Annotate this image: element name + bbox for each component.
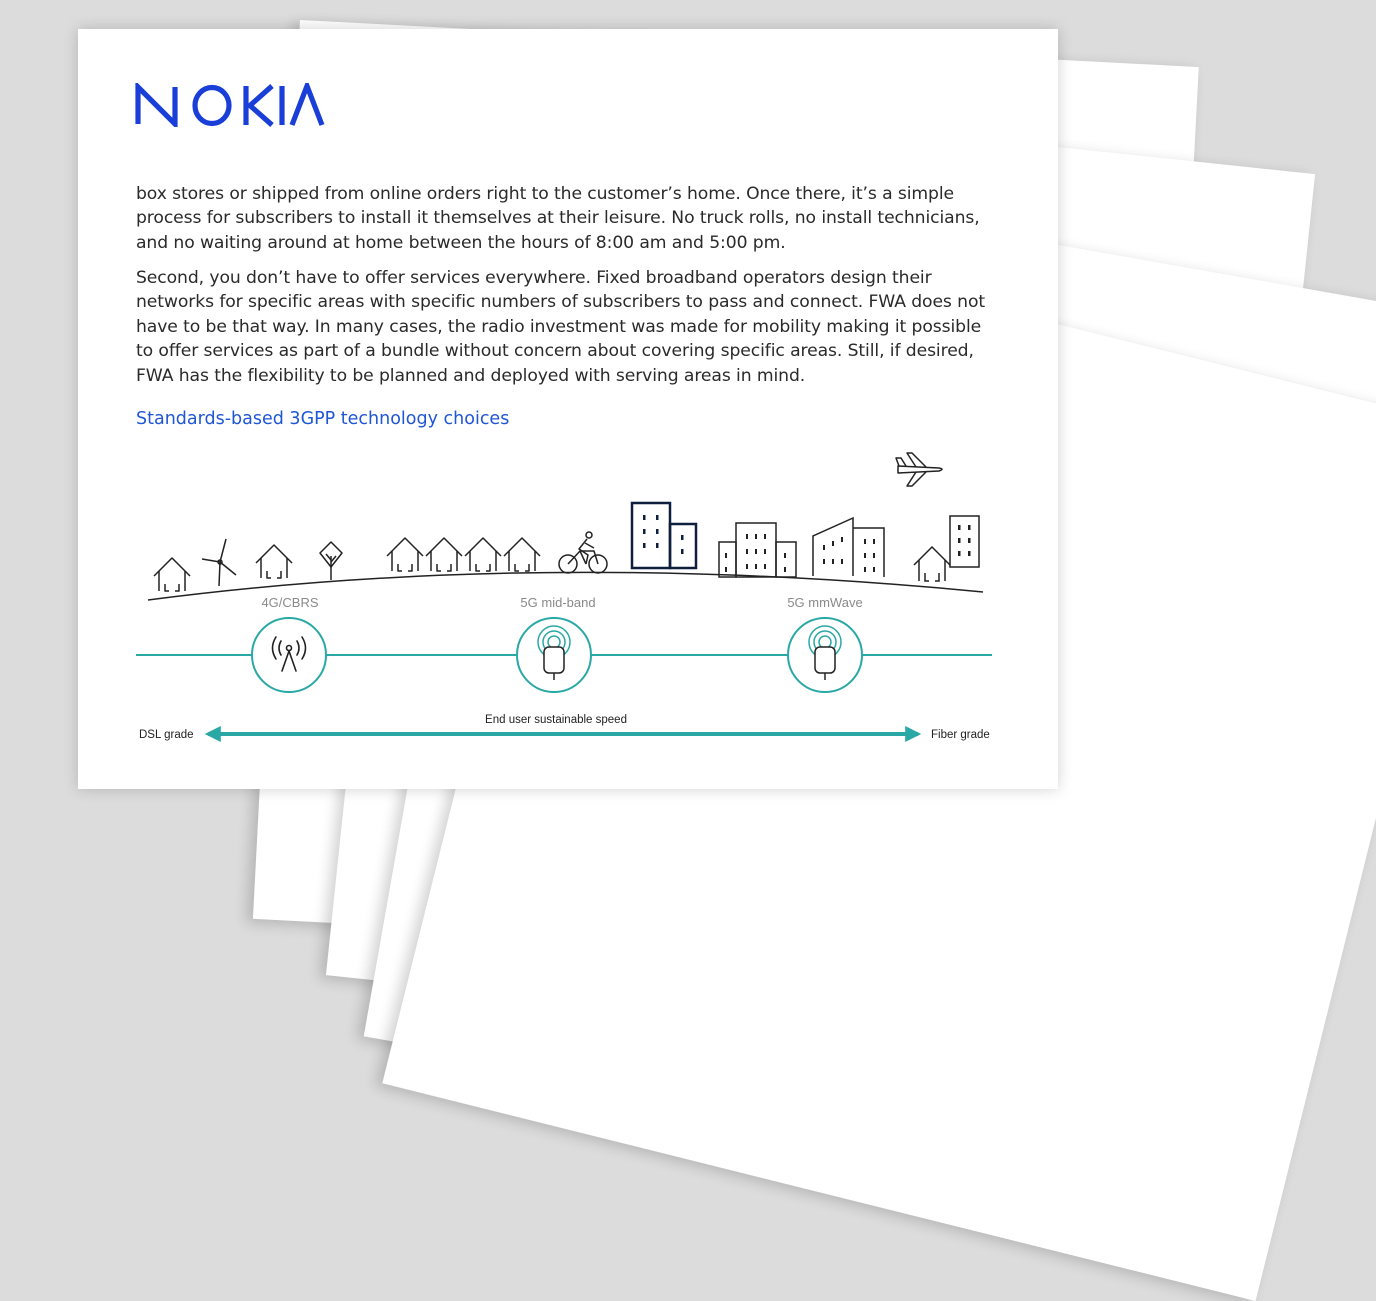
speed-scale-high-label: Fiber grade (931, 729, 990, 741)
body-paragraph: box stores or shipped from online orders right to the customer’s home. Once there, it’s a simple process for subscribers to install it themselves at their leisure. No truck rolls, no install technicians, and no waiting around at home between the hours of 8:00 am and 5:00 pm. (136, 184, 980, 253)
fwa-receiver-node (788, 618, 862, 692)
radio-tower-node (252, 618, 326, 692)
house-icon (504, 538, 540, 571)
tall-building-icon (632, 503, 696, 568)
speed-scale-title: End user sustainable speed (485, 714, 627, 726)
house-icon (154, 558, 190, 591)
section-heading: Standards-based 3GPP technology choices (136, 409, 510, 429)
fwa-technology-diagram (78, 29, 1058, 774)
document-page (78, 29, 1058, 789)
wind-turbine-icon (202, 539, 236, 586)
tech-label-5g-mmwave: 5G mmWave (787, 595, 863, 610)
tree-icon (320, 542, 342, 580)
body-paragraph: Second, you don’t have to offer services everywhere. Fixed broadband operators design their networks for specific areas with specific numbers of subscribers to pass and connect. FWA does not have to be that way. In many cases, the radio investment was made for mobility making it possible to offer services as part of a bundle without concern about covering specific areas. Still, if desired, FWA has the flexibility to be planned and deployed with serving areas in mind. (136, 268, 985, 386)
speed-scale-low-label: DSL grade (139, 729, 194, 741)
building-windows (643, 515, 684, 554)
tower-building-icon (950, 516, 979, 567)
house-icon (465, 538, 501, 571)
house-icon (256, 545, 292, 578)
tech-label-4g-cbrs: 4G/CBRS (261, 595, 319, 610)
house-icon (387, 538, 423, 571)
house-icon (914, 547, 950, 581)
tech-label-5g-mid-band: 5G mid-band (520, 595, 596, 610)
airplane-icon (896, 453, 942, 486)
fwa-receiver-node (517, 618, 591, 692)
cyclist-icon (559, 532, 607, 573)
house-icon (426, 538, 462, 571)
